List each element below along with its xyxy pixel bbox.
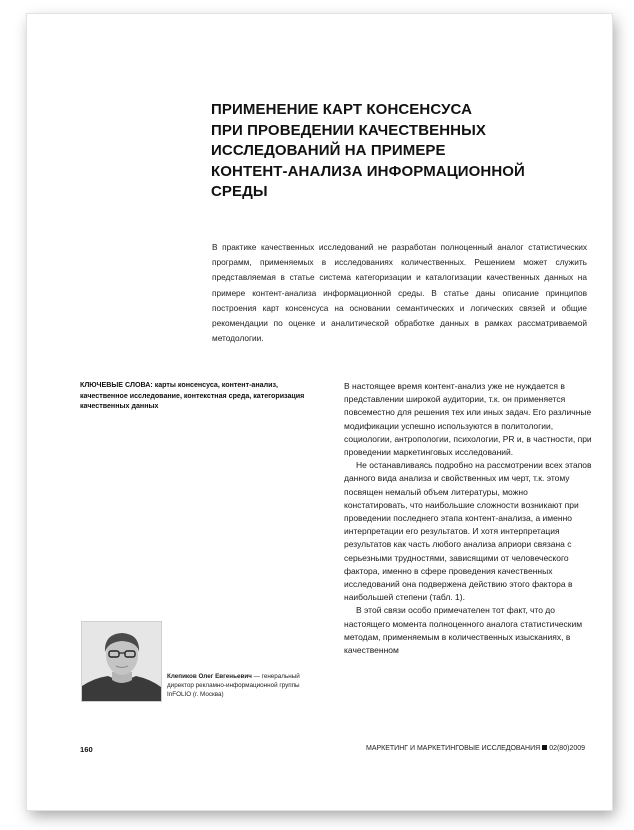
title-line: ИССЛЕДОВАНИЙ НА ПРИМЕРЕ <box>211 142 446 159</box>
journal-name: МАРКЕТИНГ И МАРКЕТИНГОВЫЕ ИССЛЕДОВАНИЯ <box>365 745 541 752</box>
page-number: 160 <box>80 745 93 754</box>
article-body <box>344 380 592 657</box>
journal-issue: 02(80)2009 <box>549 745 585 752</box>
author-caption <box>167 672 317 700</box>
title-line: ПРИ ПРОВЕДЕНИИ КАЧЕСТВЕННЫХ <box>211 121 486 139</box>
body-paragraph: В этой связи особо примечателен тот факт, что до настоящего момента полноценного аналога статистическим методам, применяемым в количественных изысканиях, в качественном <box>344 605 583 656</box>
author-portrait-icon <box>82 622 161 701</box>
author-position: — генеральный директор рекламно-информационной группы InFOLIO (г. Москва) <box>167 673 300 699</box>
keywords-text: карты консенсуса, контент-анализ, качественное исследование, контекстная среда, категоризация качественных данных <box>80 381 305 410</box>
article-abstract: В практике качественных исследований не разработан полноценный аналог статистических программ, применяемых в исследованиях количественных. Решением может служить представляемая в статье система категоризации и каталогизации качественных данных на примере контент-анализа информационной среды. В статье даны описание принципов построения карт консенсуса на основании семантических и логических связей и общие рекомендации по оценке и аналитической обработке данных в рамках рассматриваемой методологии. <box>212 242 587 344</box>
article-title <box>211 100 591 203</box>
journal-page <box>27 14 612 810</box>
journal-footer <box>366 745 585 752</box>
author-name: Клепиков Олег Евгеньевич <box>167 673 252 680</box>
body-paragraph: В настоящее время контент-анализ уже не нуждается в представлении широкой аудитории, т.к. он применяется повсеместно для решения тех или иных задач. Его различные модификации успешно используются в политологии, социологии, антропологии, психологии, PR и, в частности, при проведении маркетинговых исследований. <box>344 381 592 458</box>
keywords-block <box>80 380 320 412</box>
author-photo <box>81 621 162 702</box>
title-line: ПРИМЕНЕНИЕ КАРТ КОНСЕНСУСА <box>211 101 472 118</box>
body-paragraph: Не останавливаясь подробно на рассмотрении всех этапов данного вида анализа и свойственных им черт, т.к. этому посвящен немалый объем литературы, можно констатировать, что наибольшие сложности возникают при проведении последнего этапа контент-анализа, а именно интерпретации его результатов. И хотя интерпретация результатов как часть любого анализа априори связана с серьезными трудностями, зависящими от человеческого фактора, именно в сфере проведения качественных исследований она подвержена действию этого фактора в наибольшей степени (табл. 1). <box>344 460 592 603</box>
title-line: КОНТЕНТ-АНАЛИЗА ИНФОРМАЦИОННОЙ <box>211 162 525 180</box>
title-line: СРЕДЫ <box>211 183 268 200</box>
keywords-label: КЛЮЧЕВЫЕ СЛОВА: <box>80 381 153 389</box>
square-bullet-icon <box>542 745 547 750</box>
